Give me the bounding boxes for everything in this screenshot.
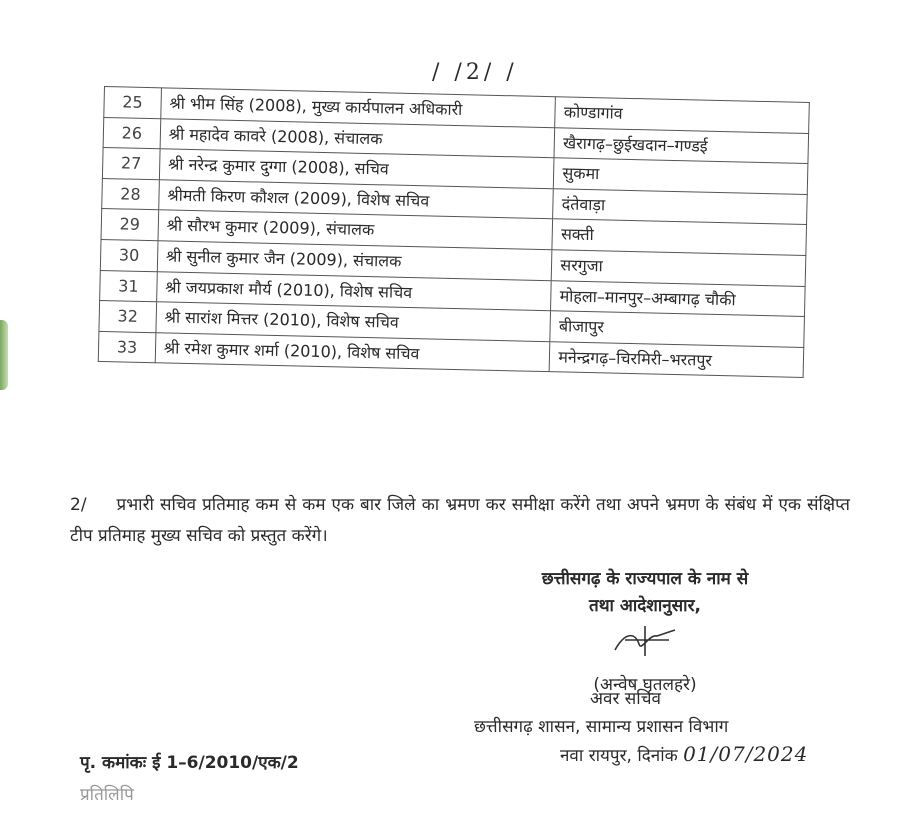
serial-number-cell: 29	[101, 209, 159, 241]
officer-name-cell: श्री भीम सिंह (2008), मुख्य कार्यपालन अधिकारी	[161, 88, 556, 128]
serial-number-cell: 32	[99, 301, 157, 333]
assignment-table	[98, 86, 810, 378]
serial-number-cell: 26	[103, 117, 161, 149]
officer-name-cell: श्री सुनील कुमार जैन (2009), संचालक	[157, 241, 552, 281]
signatory-department: छत्तीसगढ़ शासन, सामान्य प्रशासन विभाग	[474, 717, 729, 737]
district-cell: कोण्डागांव	[555, 97, 809, 133]
officer-name-cell: श्री महादेव कावरे (2008), संचालक	[160, 118, 555, 158]
cut-off-text: प्रतिलिपि	[80, 785, 134, 805]
officer-name-cell: श्री जयप्रकाश मौर्य (2010), विशेष सचिव	[156, 271, 551, 311]
officer-name-cell: श्री नरेन्द्र कुमार दुग्गा (2008), सचिव	[159, 149, 554, 189]
officer-name-cell: श्रीमती किरण कौशल (2009), विशेष सचिव	[159, 180, 554, 220]
paragraph-text: प्रभारी सचिव प्रतिमाह कम से कम एक बार जिले का भ्रमण कर समीक्षा करेंगे तथा अपने भ्रमण के संबंध में एक संक्षिप्त टीप प्रतिमाह मुख्य सचिव को प्रस्तुत करेंगे।	[70, 495, 850, 546]
serial-number-cell: 28	[102, 178, 160, 210]
district-cell: मोहला–मानपुर–अम्बागढ़ चौकी	[551, 280, 805, 316]
district-cell: सुकमा	[554, 158, 808, 194]
paragraph-2	[70, 490, 850, 551]
paragraph-number: 2/	[70, 495, 87, 515]
officer-name-cell: श्री सारांश मित्तर (2010), विशेष सचिव	[156, 302, 551, 342]
district-cell: बीजापुर	[550, 311, 804, 347]
reference-number: पृ. कमांकः ई 1–6/2010/एक/2	[80, 753, 299, 773]
handwritten-date: 01/07/2024	[683, 742, 809, 766]
signature-mark	[605, 622, 685, 662]
officer-name-cell: श्री सौरभ कुमार (2009), संचालक	[158, 210, 553, 250]
order-line-1: छत्तीसगढ़ के राज्यपाल के नाम से	[541, 569, 749, 589]
district-cell: खैरागढ़–छुईखदान–गण्डई	[554, 127, 808, 163]
place-date	[560, 742, 808, 766]
officer-name-cell: श्री रमेश कुमार शर्मा (2010), विशेष सचिव	[155, 332, 550, 372]
order-line-2: तथा आदेशानुसार,	[589, 596, 701, 617]
signatory-designation: अवर सचिव	[590, 689, 661, 709]
serial-number-cell: 33	[98, 331, 156, 363]
page-number: / /2/ /	[432, 60, 518, 85]
serial-number-cell: 31	[100, 270, 158, 302]
district-cell: सक्ती	[552, 219, 806, 255]
serial-number-cell: 30	[100, 239, 158, 271]
signatory-name: (अन्वेष घृतलहरे)	[593, 674, 697, 695]
serial-number-cell: 25	[104, 87, 162, 119]
district-cell: सरगुजा	[552, 250, 806, 286]
place-date-label: नवा रायपुर, दिनांक	[560, 746, 678, 766]
district-cell: दंतेवाड़ा	[553, 189, 807, 225]
district-cell: मनेन्द्रगढ़–चिरमिरी–भरतपुर	[549, 341, 803, 377]
order-block	[480, 566, 810, 699]
edge-shadow	[0, 320, 8, 390]
serial-number-cell: 27	[102, 148, 160, 180]
